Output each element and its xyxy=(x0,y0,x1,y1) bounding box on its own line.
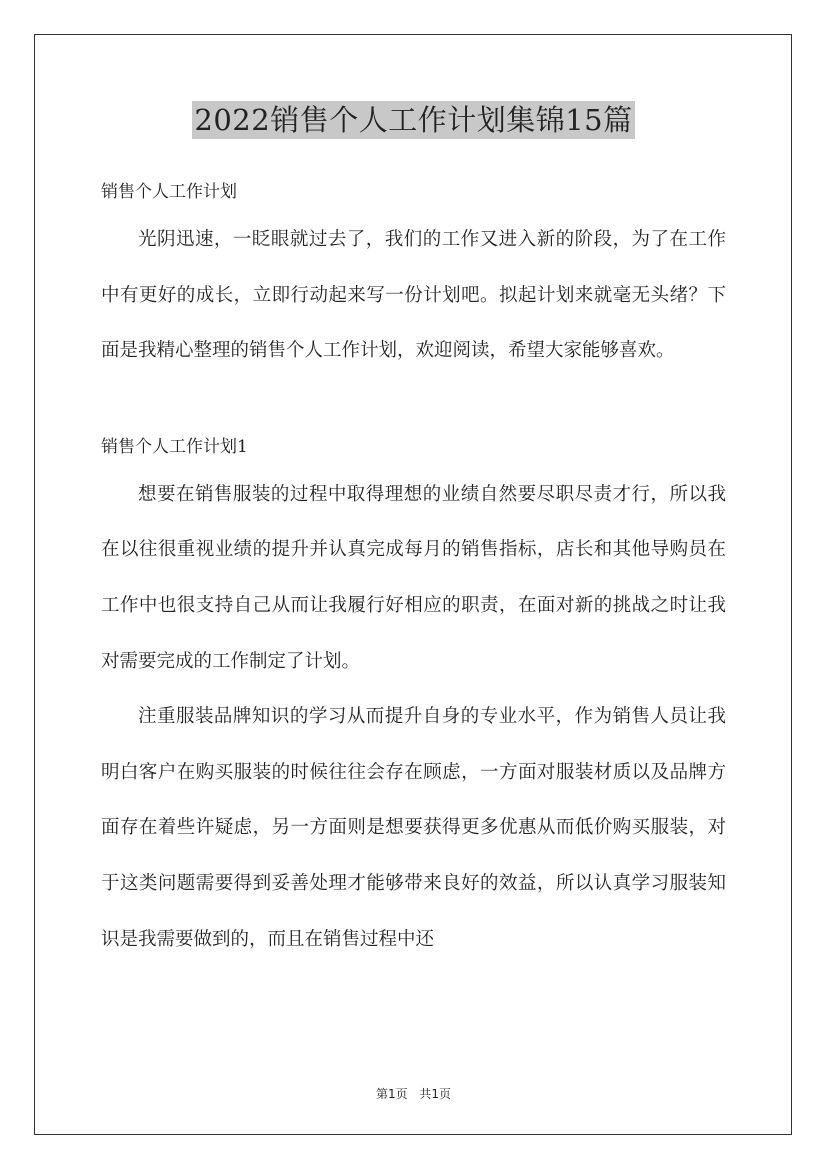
page-total: 共1页 xyxy=(419,1087,452,1101)
intro-heading: 销售个人工作计划 xyxy=(101,182,237,202)
intro-paragraph: 光阴迅速，一眨眼就过去了，我们的工作又进入新的阶段，为了在工作中有更好的成长，立即行动起来写一份计划吧。拟起计划来就毫无头绪？下面是我精心整理的销售个人工作计划，欢迎阅读，希望大家能够喜欢。 xyxy=(101,229,726,362)
page-footer xyxy=(0,1085,827,1102)
page-number: 第1页 xyxy=(375,1087,408,1101)
document-title xyxy=(0,98,827,139)
document-title-text: 2022销售个人工作计划集锦15篇 xyxy=(194,103,633,137)
section1-paragraph-2: 注重服装品牌知识的学习从而提升自身的专业水平，作为销售人员让我明白客户在购买服装的时候往往会存在顾虑，一方面对服装材质以及品牌方面存在着些许疑虑，另一方面则是想要获得更多优惠从而低价购买服装，对于这类问题需要得到妥善处理才能够带来良好的效益，所以认真学习服装知识是我需要做到的，而且在销售过程中还 xyxy=(101,706,726,950)
document-body xyxy=(101,172,726,967)
section1-paragraph-1: 想要在销售服装的过程中取得理想的业绩自然要尽职尽责才行，所以我在以往很重视业绩的提升并认真完成每月的销售指标，店长和其他导购员在工作中也很支持自己从而让我履行好相应的职责，在面对新的挑战之时让我对需要完成的工作制定了计划。 xyxy=(101,483,726,672)
section-spacer xyxy=(101,379,726,427)
section1-heading: 销售个人工作计划1 xyxy=(101,436,248,457)
